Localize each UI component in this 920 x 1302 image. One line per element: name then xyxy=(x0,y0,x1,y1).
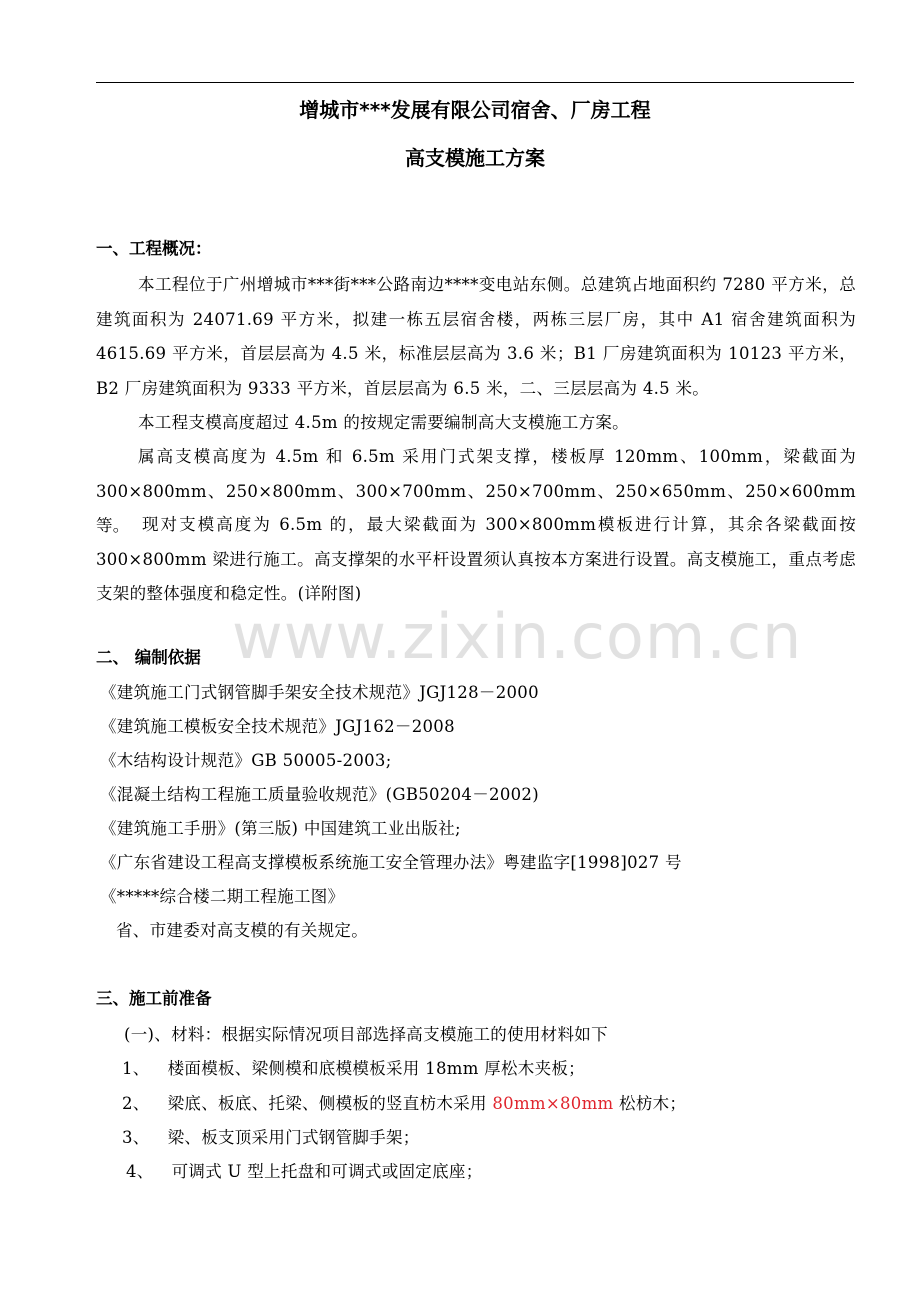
item-text: 梁底、板底、托梁、侧模板的竖直枋木采用 xyxy=(167,1094,493,1113)
highlighted-dimension: 80mm×80mm xyxy=(492,1094,614,1113)
document-title-line2: 高支模施工方案 xyxy=(405,146,545,170)
document-title-line1: 增城市***发展有限公司宿舍、厂房工程 xyxy=(299,98,651,122)
material-item-3 xyxy=(122,1127,420,1149)
item-text: 梁、板支顶采用门式钢管脚手架； xyxy=(167,1128,420,1147)
section1-paragraph4: 现对支模高度为 6.5m 的，最大梁截面为 300×800mm模板进行计算，其余各梁截面按 300×800mm 梁进行施工。高支撑架的水平杆设置须认真按本方案进行设置。高支模施工，重点考虑支架的整体强度和稳定性。(详附图) xyxy=(96,515,856,603)
reference-item: 《广东省建设工程高支撑模板系统施工安全管理办法》粤建监字[1998]027 号 xyxy=(100,853,682,872)
reference-item: 《建筑施工模板安全技术规范》JGJ162－2008 xyxy=(100,717,455,736)
material-item-1 xyxy=(122,1058,585,1080)
item-number: 1、 xyxy=(122,1059,150,1078)
item-text: 可调式 U 型上托盘和可调式或固定底座； xyxy=(171,1162,483,1181)
item-text: 松枋木； xyxy=(613,1094,687,1113)
reference-item: 《木结构设计规范》GB 50005-2003; xyxy=(100,751,392,770)
header-rule xyxy=(96,82,854,83)
reference-item: 《建筑施工门式钢管脚手架安全技术规范》JGJ128－2000 xyxy=(100,683,539,702)
reference-item: 《*****综合楼二期工程施工图》 xyxy=(100,887,345,906)
material-item-4 xyxy=(126,1161,483,1183)
item-number: 3、 xyxy=(122,1128,150,1147)
watermark: www.zixin.com.cn xyxy=(232,600,803,673)
section1-paragraph3: 属高支模高度为 4.5m 和 6.5m 采用门式架支撑，楼板厚 120mm、100mm，梁截面为 300×800mm、250×800mm、300×700mm、250×700mm、250×650mm、250×600mm等。 xyxy=(96,447,856,535)
material-item-2 xyxy=(122,1093,686,1115)
item-number: 2、 xyxy=(122,1094,150,1113)
item-number: 4、 xyxy=(126,1162,154,1181)
section1-heading: 一、工程概况： xyxy=(96,239,212,258)
section1-paragraph1: 本工程位于广州增城市***街***公路南边****变电站东侧。总建筑占地面积约 7280 平方米，总建筑面积为 24071.69 平方米，拟建一栋五层宿舍楼，两栋三层厂房，其中 A1 宿舍建筑面积为 4615.69 平方米，首层层高为 4.5 米，标准层层高为 3.6 米；B1 厂房建筑面积为 10123 平方米，B2 厂房建筑面积为 9333 平方米，首层层高为 6.5 米，二、三层层高为 4.5 米。 xyxy=(96,275,856,398)
reference-item: 《建筑施工手册》(第三版) 中国建筑工业出版社; xyxy=(100,819,461,838)
section2-heading: 二、 编制依据 xyxy=(96,648,201,667)
item-text: 楼面模板、梁侧模和底模模板采用 18mm 厚松木夹板； xyxy=(167,1059,585,1078)
materials-intro: (一)、材料：根据实际情况项目部选择高支模施工的使用材料如下 xyxy=(124,1025,608,1044)
section1-paragraph2: 本工程支模高度超过 4.5m 的按规定需要编制高大支模施工方案。 xyxy=(138,413,629,432)
reference-item: 省、市建委对高支模的有关规定。 xyxy=(116,921,368,940)
section3-heading: 三、施工前准备 xyxy=(96,989,212,1008)
reference-item: 《混凝土结构工程施工质量验收规范》(GB50204－2002) xyxy=(100,785,539,804)
